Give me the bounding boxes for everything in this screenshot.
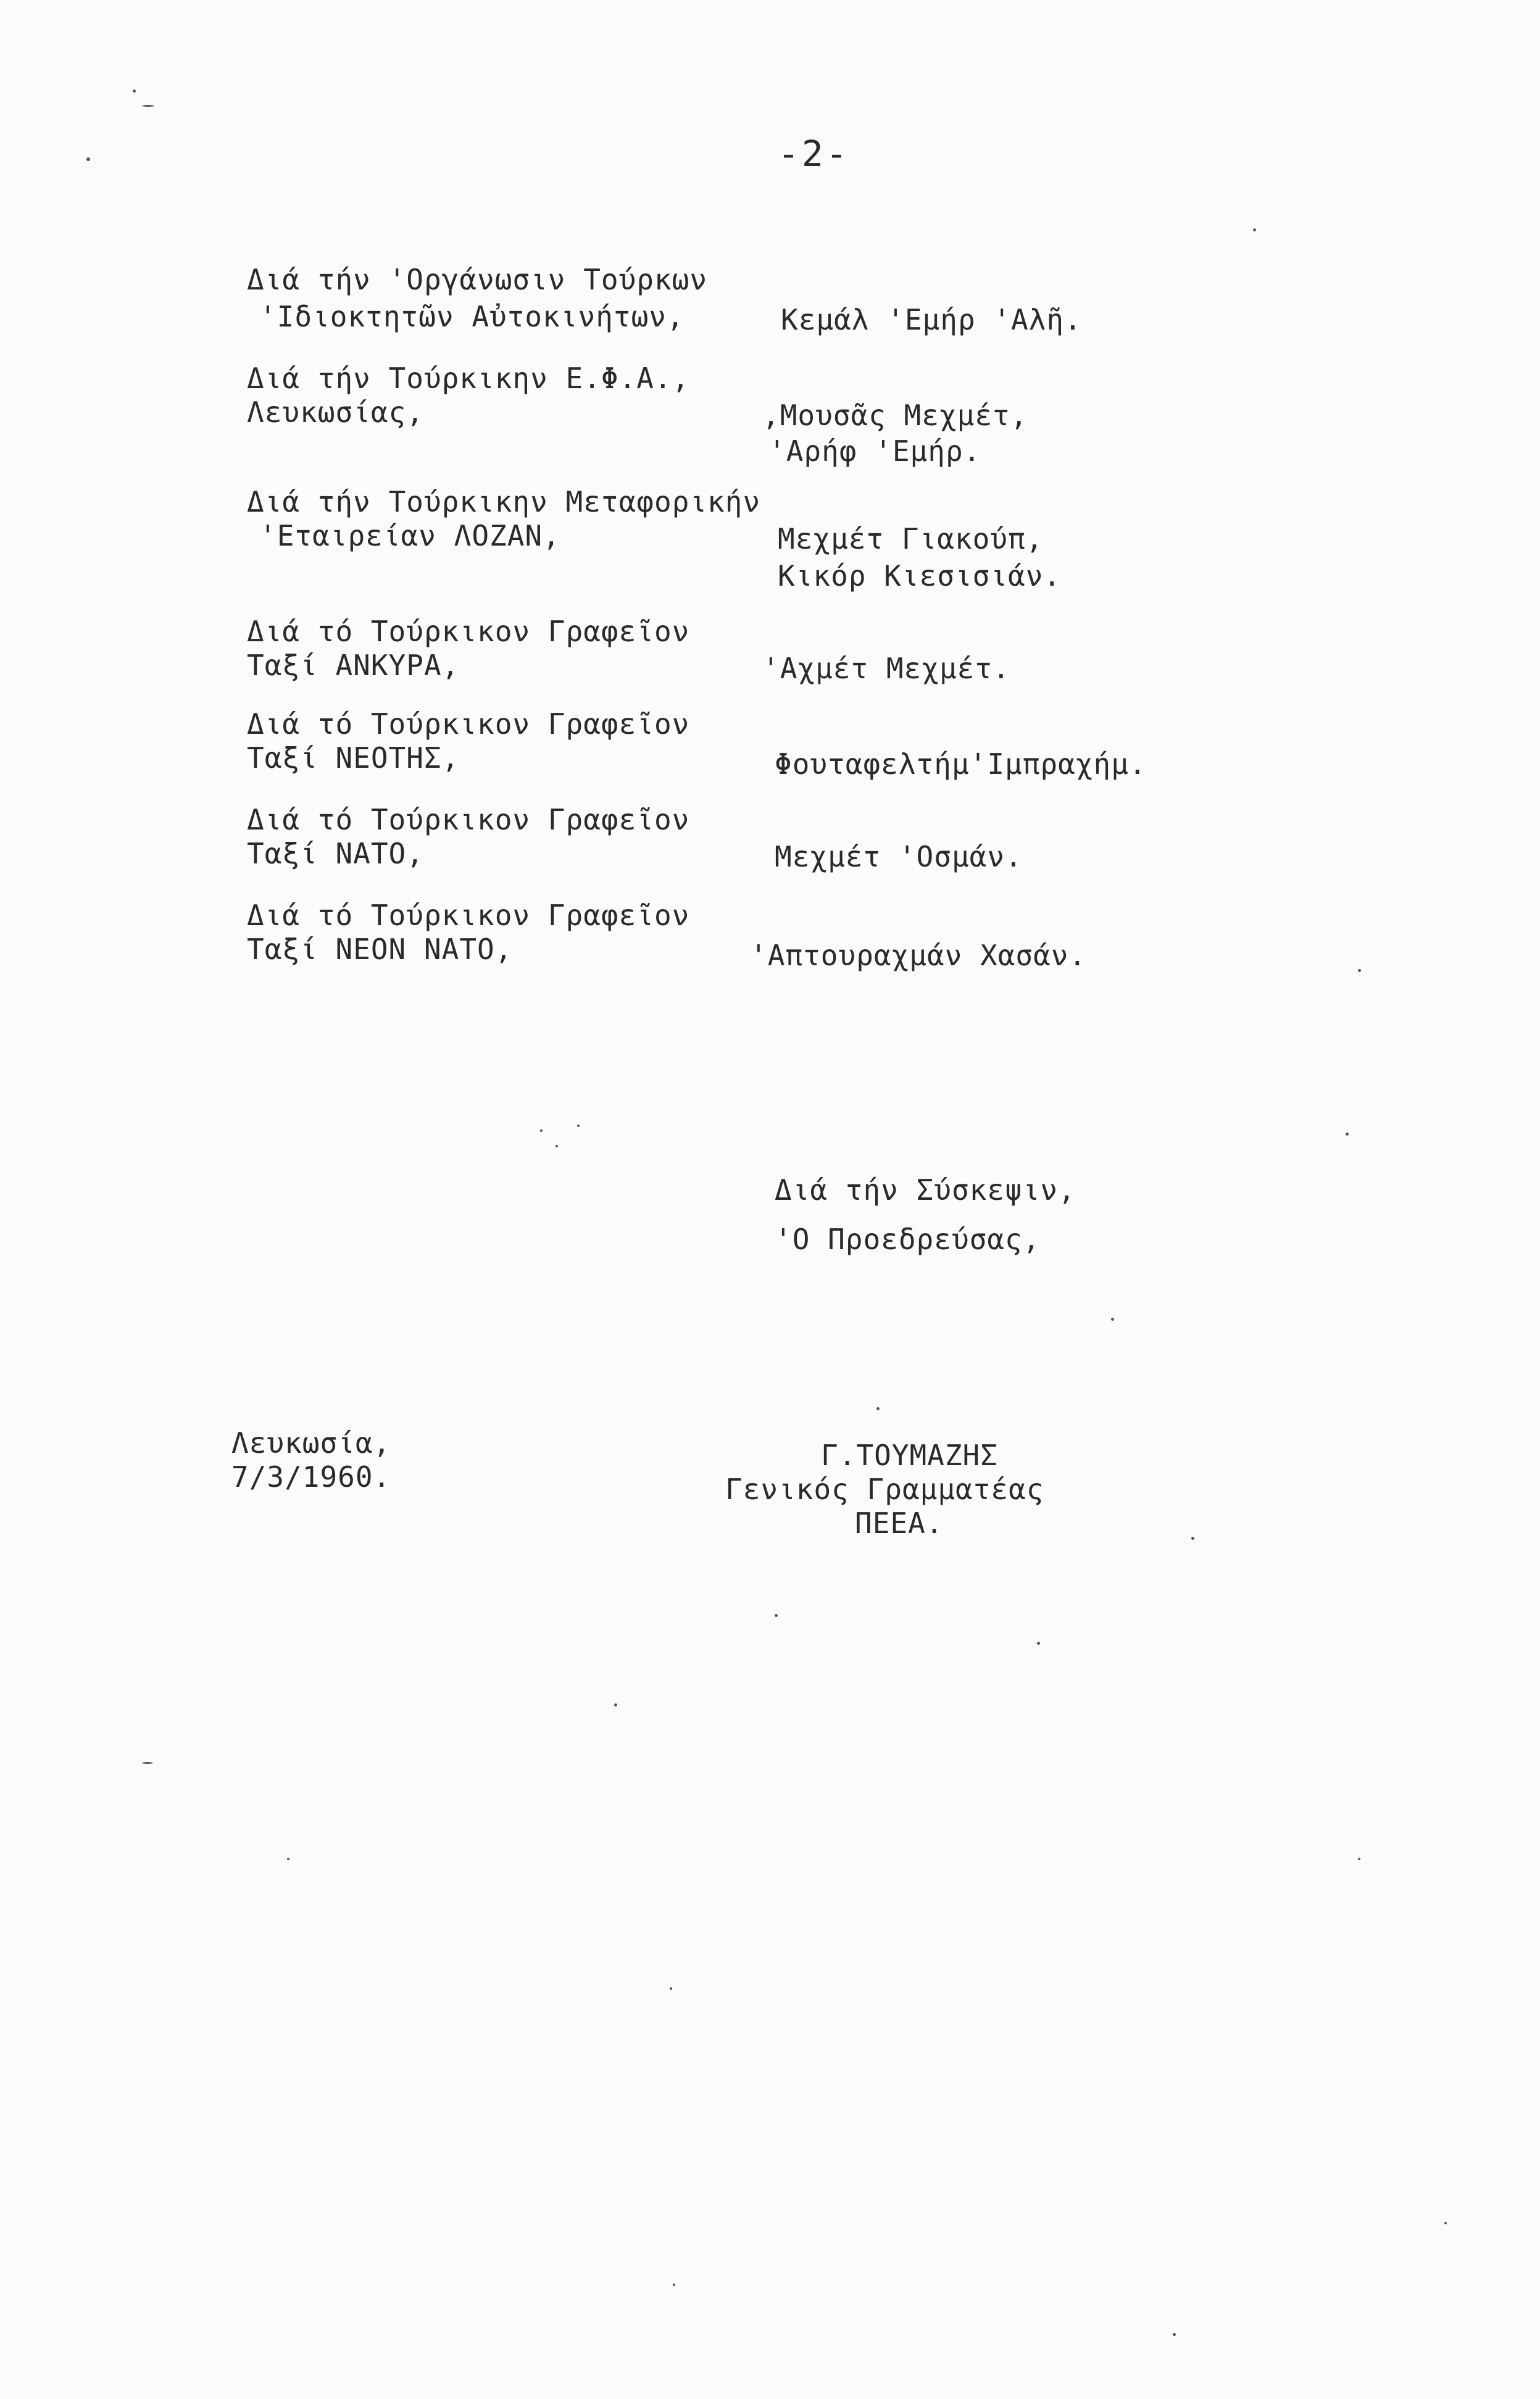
signatory-name: ,Μουσᾶς Μεχμέτ, [762, 399, 1028, 432]
signatory-org-line: Ταξί ΝΑΤΟ, [247, 837, 424, 870]
signatory-org-line: 'Εταιρείαν ΛΟΖΑΝ, [259, 519, 560, 552]
signatory-name: Φουταφελτήμ'Ιμπραχήμ. [775, 747, 1147, 781]
scan-speck [86, 157, 90, 161]
scan-speck [670, 1987, 672, 1990]
scan-speck [1037, 1642, 1040, 1645]
signatory-name: Κεμάλ 'Εμήρ 'Αλῆ. [781, 303, 1082, 336]
signatory-name: 'Απτουραχμάν Χασάν. [750, 939, 1087, 972]
signatory-name: Μεχμέτ 'Οσμάν. [775, 840, 1023, 873]
signatory-title: Γενικός Γραμματέας [725, 1473, 1044, 1506]
signatory-org-line: Διά τήν Τούρκικην Ε.Φ.Α., [247, 362, 690, 395]
scan-speck [1111, 1318, 1114, 1321]
signatory-org: ΠΕΕΑ. [855, 1507, 944, 1540]
scan-speck [142, 105, 154, 107]
scan-speck [142, 1762, 153, 1764]
scan-speck [614, 1703, 617, 1707]
scan-speck [673, 2284, 675, 2286]
scan-speck [1253, 228, 1256, 231]
page-number: -2- [778, 133, 850, 175]
signatory-org-line: 'Ιδιοκτητῶν Αὐτοκινήτων, [259, 300, 685, 333]
scan-speck [1358, 969, 1361, 972]
signatory-org-line: Διά τό Τούρκικον Γραφεῖον [247, 707, 690, 741]
signatory-org-line: Λευκωσίας, [247, 396, 424, 429]
scan-speck [133, 89, 136, 93]
signatory-org-line: Ταξί ΑΝΚΥΡΑ, [247, 649, 460, 682]
signatory-name-final: Γ.ΤΟΥΜΑΖΗΣ [821, 1439, 998, 1472]
scan-speck [876, 1407, 880, 1410]
signatory-org-line: Διά τήν Τούρκικην Μεταφορικήν [247, 485, 761, 518]
scan-speck [1346, 1133, 1349, 1136]
closing-line: Διά τήν Σύσκεψιν, [775, 1173, 1076, 1207]
scan-speck [775, 1614, 778, 1617]
signatory-org-line: Διά τό Τούρκικον Γραφεῖον [247, 803, 690, 836]
signatory-name: Κικόρ Κιεσισιάν. [778, 559, 1062, 592]
scan-speck [1444, 2222, 1447, 2224]
signatory-org-line: Διά τό Τούρκικον Γραφεῖον [247, 615, 690, 648]
scan-speck [1191, 1537, 1194, 1540]
signatory-org-line: Διά τήν 'Οργάνωσιν Τούρκων [247, 263, 708, 296]
signatory-name: 'Αρήφ 'Εμήρ. [768, 434, 981, 468]
scan-speck [1173, 2333, 1176, 2336]
signatory-org-line: Ταξί ΝΕΟΝ ΝΑΤΟ, [247, 933, 513, 966]
scan-speck [540, 1129, 543, 1132]
scan-speck [287, 1858, 289, 1860]
signatory-org-line: Ταξί ΝΕΟΤΗΣ, [247, 741, 460, 775]
signatory-name: 'Αχμέτ Μεχμέτ. [762, 652, 1010, 685]
date: 7/3/1960. [231, 1460, 391, 1494]
signatory-org-line: Διά τό Τούρκικον Γραφεῖον [247, 899, 690, 932]
closing-line: 'Ο Προεδρεύσας, [775, 1223, 1041, 1256]
signatory-name: Μεχμέτ Γιακούπ, [778, 522, 1044, 555]
scan-speck [1358, 1858, 1360, 1860]
scan-speck [577, 1125, 580, 1127]
place: Λευκωσία, [231, 1426, 391, 1460]
scan-speck [556, 1145, 558, 1147]
